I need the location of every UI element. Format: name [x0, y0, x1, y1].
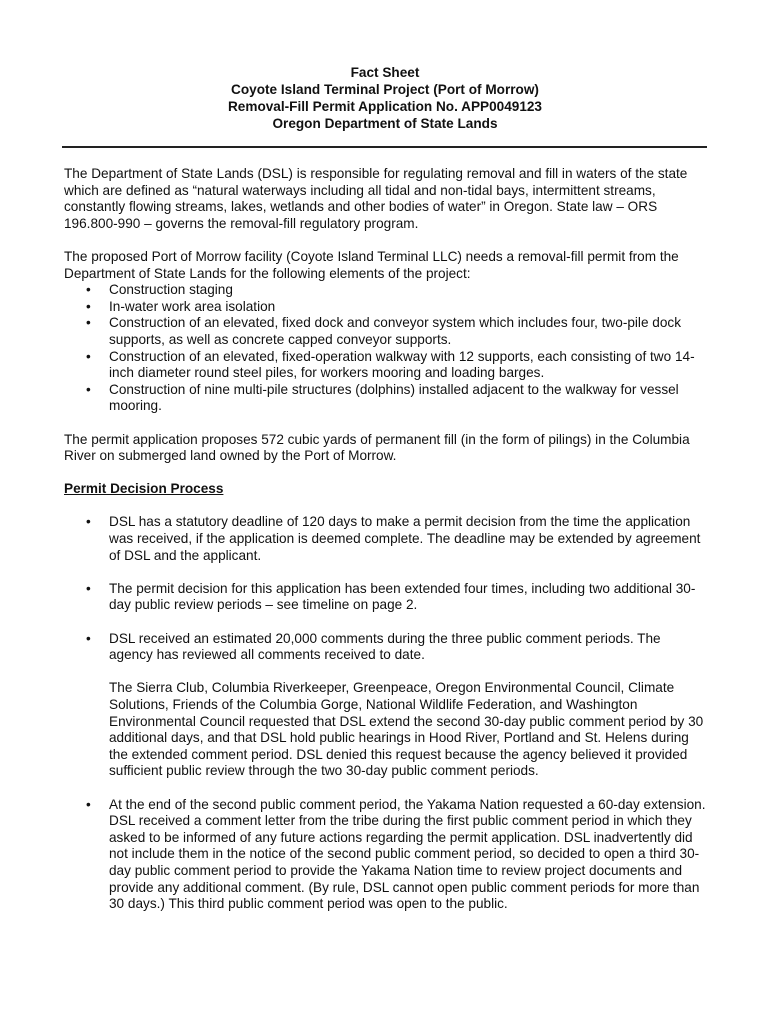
header-agency: Oregon Department of State Lands: [272, 116, 498, 131]
proposal-list: [64, 282, 708, 415]
header-application: Removal-Fill Permit Application No. APP0049123: [227, 99, 542, 114]
list-item: • Construction of an elevated, fixed dock and conveyor system which includes four, two-pile dock supports, as well as concrete capped conveyor supports.: [86, 315, 681, 347]
list-item: • In-water work area isolation: [86, 298, 276, 314]
bullet-icon: •: [86, 796, 91, 812]
list-item: • Construction of an elevated, fixed-operation walkway with 12 supports, each consisting of two 14-inch diameter round steel piles, for workers mooring and loading barges.: [86, 348, 695, 381]
sub-paragraph: The Sierra Club, Columbia Riverkeeper, Greenpeace, Oregon Environmental Council, Climate Solutions, Friends of the Columbia Gorge, National Wildlife Federation, and Washington Environmental Council requested that DSL extend the second 30-day public comment period by 30 additional days, and that DSL hold public hearings in Hood River, Portland and St. Helens during the extended comment period. DSL denied this request because the agency believed it provided sufficient public review through the two 30-day public comment periods.: [109, 680, 704, 779]
bullet-icon: •: [86, 630, 91, 646]
bullet-icon: •: [86, 315, 91, 331]
header-title: Fact Sheet: [350, 65, 420, 80]
list-item: • At the end of the second public comment period, the Yakama Nation requested a 60-day extension. DSL received a comment letter from the tribe during the first public comment period in which they asked to be informed of any future actions regarding the permit application. DSL inadvertently did not include them in the notice of the second public comment period, so decided to open a third 30-day public comment period to provide the Yakama Nation time to review project documents and provide any additional comment. (By rule, DSL cannot open public comment periods for more than 30 days.) This third public comment period was open to the public.: [86, 796, 706, 912]
decision-list: [64, 514, 708, 912]
document-header: [0, 64, 770, 132]
bullet-icon: •: [86, 298, 91, 314]
bullet-icon: •: [86, 381, 91, 397]
intro-paragraph: The Department of State Lands (DSL) is responsible for regulating removal and fill in waters of the state which are defined as “natural waterways including all tidal and non-tidal bays, intermittent streams, constantly flowing streams, lakes, wetlands and other bodies of water” in Oregon. State law – ORS 196.800-990 – governs the removal-fill regulatory program.: [64, 166, 688, 231]
document-body: [64, 166, 708, 929]
list-item: • Construction staging: [86, 282, 233, 298]
bullet-icon: •: [86, 580, 91, 596]
bullet-icon: •: [86, 348, 91, 364]
list-item: • The permit decision for this application has been extended four times, including two additional 30-day public review periods – see timeline on page 2.: [86, 580, 696, 613]
list-item: • DSL has a statutory deadline of 120 days to make a permit decision from the time the application was received, if the application is deemed complete. The deadline may be extended by agreement of DSL and the applicant.: [86, 514, 701, 563]
header-divider: [62, 146, 707, 148]
list-item: • Construction of nine multi-pile structures (dolphins) installed adjacent to the walkway for vessel mooring.: [86, 381, 679, 414]
bullet-icon: •: [86, 514, 91, 530]
list-item: • DSL received an estimated 20,000 comments during the three public comment periods. The agency has reviewed all comments received to date. The Sierra Club, Columbia Riverkeeper, Greenpeace, Oregon Environmental Council, Climate Solutions, Friends of the Columbia Gorge, National Wildlife Federation, and Washington Environmental Council requested that DSL extend the second 30-day public comment period by 30 additional days, and that DSL hold public hearings in Hood River, Portland and St. Helens during the extended comment period. DSL denied this request because the agency believed it provided sufficient public review through the two 30-day public comment periods.: [64, 631, 708, 780]
header-project: Coyote Island Terminal Project (Port of Morrow): [231, 82, 539, 97]
proposal-lead: The proposed Port of Morrow facility (Coyote Island Terminal LLC) needs a removal-fill permit from the Department of State Lands for the following elements of the project:: [64, 248, 679, 281]
fill-statement: The permit application proposes 572 cubic yards of permanent fill (in the form of pilings) in the Columbia River on submerged land owned by the Port of Morrow.: [64, 431, 690, 464]
section-heading: Permit Decision Process: [64, 481, 224, 497]
bullet-icon: •: [86, 282, 91, 298]
